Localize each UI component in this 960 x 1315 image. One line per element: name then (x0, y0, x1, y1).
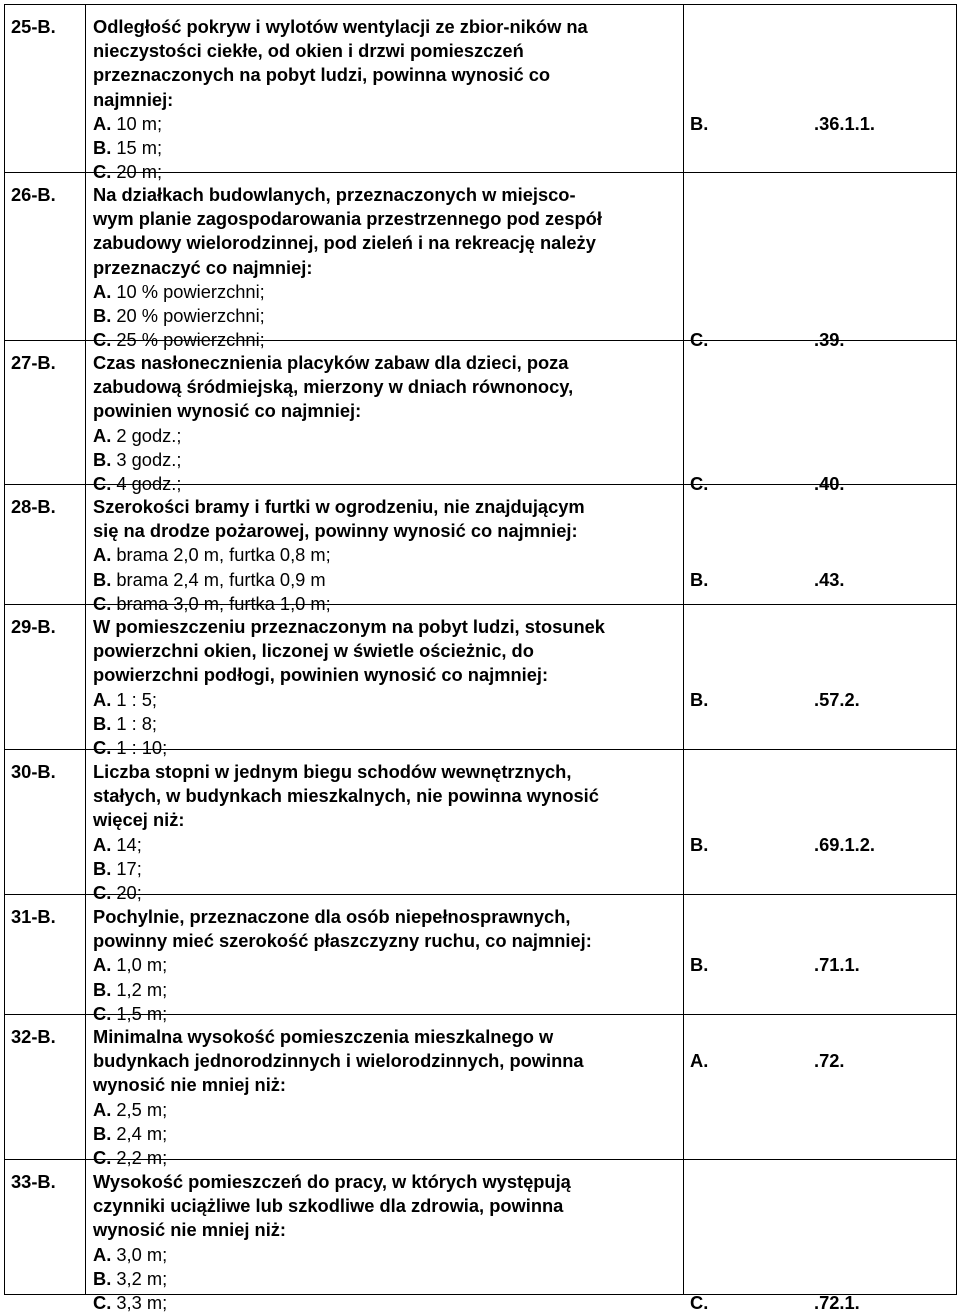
question-text-line: Szerokości bramy i furtki w ogrodzeniu, nie znajdującym (93, 496, 585, 517)
answer-letter: B. (690, 112, 709, 134)
option-text: 1,5 m; (111, 1002, 168, 1024)
option-letter: C. (93, 329, 112, 351)
question-number: 30-B. (11, 761, 56, 782)
question-text-line: wynosić nie mniej niż: (93, 1219, 287, 1241)
question-text-line: więcej niż: (93, 809, 185, 831)
question-text-line: zabudowy wielorodzinnej, pod zieleń i na rekreację należy (93, 232, 596, 254)
question-text-line: wynosić nie mniej niż: (93, 1074, 287, 1096)
question-text-line: Na działkach budowlanych, przeznaczonych w miejsco- (93, 184, 576, 205)
answer-cell (684, 605, 957, 750)
option-letter: B. (93, 857, 112, 879)
correct-answer (690, 1049, 845, 1073)
option-text: 20; (111, 882, 142, 903)
correct-answer (690, 328, 845, 352)
question-number: 29-B. (11, 616, 56, 637)
answer-option (93, 1122, 167, 1146)
question-text-line: wym planie zagospodarowania przestrzennego pod zespół (93, 208, 602, 230)
answer-option (93, 592, 331, 616)
question-text-line: się na drodze pożarowej, powinny wynosić co najmniej: (93, 520, 578, 542)
option-letter: A. (93, 1098, 112, 1120)
question-text-line: powinny mieć szerokość płaszczyzny ruchu, co najmniej: (93, 930, 592, 952)
question-text-line: powierzchni okien, liczonej w świetle ościeżnic, do (93, 640, 534, 662)
answer-option (93, 1243, 167, 1267)
option-text: brama 3,0 m, furtka 1,0 m; (111, 592, 331, 614)
option-text: 1 : 5; (111, 688, 158, 710)
option-letter: B. (93, 568, 112, 590)
answer-cell (684, 173, 957, 341)
answer-option (93, 881, 142, 905)
option-text: 2,2 m; (111, 1147, 168, 1168)
option-letter: A. (93, 544, 112, 566)
answer-option (93, 112, 162, 136)
question-text-line: budynkach jednorodzinnych i wielorodzinnych, powinna (93, 1050, 584, 1072)
correct-answer (690, 472, 845, 496)
option-letter: B. (93, 137, 112, 158)
option-text: 10 m; (111, 112, 163, 134)
option-letter: C. (93, 592, 112, 614)
answer-option (93, 953, 167, 977)
option-text: 17; (111, 857, 142, 879)
question-text-line: powierzchni podłogi, powinien wynosić co najmniej: (93, 664, 549, 686)
option-letter: C. (93, 737, 112, 758)
answer-letter: B. (690, 954, 709, 976)
regulation-reference: .40. (814, 473, 845, 494)
option-text: 2 godz.; (111, 424, 182, 446)
question-number: 27-B. (11, 352, 56, 373)
option-letter: C. (93, 1002, 112, 1024)
option-letter: C. (93, 1147, 112, 1168)
question-text-line: powinien wynosić co najmniej: (93, 400, 362, 422)
option-letter: A. (93, 112, 112, 134)
option-text: 15 m; (111, 137, 163, 158)
option-text: 4 godz.; (111, 473, 182, 494)
option-text: 3 godz.; (111, 448, 182, 470)
option-text: 2,5 m; (111, 1098, 168, 1120)
question-text-line: zabudową śródmiejską, mierzony w dniach równonocy, (93, 376, 574, 398)
regulation-reference: .72.1. (814, 1292, 860, 1313)
correct-answer (690, 112, 875, 136)
correct-answer (690, 1291, 860, 1315)
regulation-reference: .39. (814, 329, 845, 351)
option-text: 20 m; (111, 161, 163, 183)
option-text: 2,4 m; (111, 1122, 168, 1144)
question-number: 32-B. (11, 1026, 56, 1047)
question-text-line: przeznaczyć co najmniej: (93, 256, 313, 278)
answer-letter: C. (690, 473, 709, 494)
option-text: brama 2,4 m, furtka 0,9 m (111, 568, 326, 590)
answer-cell (684, 1015, 957, 1160)
answer-option (93, 160, 162, 184)
answer-cell (684, 750, 957, 895)
option-letter: C. (93, 473, 112, 494)
question-text-line: stałych, w budynkach mieszkalnych, nie powinna wynosić (93, 785, 599, 807)
question-text-line: przeznaczonych na pobyt ludzi, powinna wynosić co (93, 64, 551, 86)
option-letter: A. (93, 280, 112, 302)
regulation-reference: .36.1.1. (814, 112, 875, 134)
question-text-line: Liczba stopni w jednym biegu schodów wewnętrznych, (93, 761, 572, 782)
answer-option (93, 448, 181, 472)
question-text-line: czynniki uciążliwe lub szkodliwe dla zdrowia, powinna (93, 1195, 564, 1217)
answer-letter: B. (690, 568, 709, 590)
regulation-reference: .43. (814, 568, 845, 590)
regulation-reference: .57.2. (814, 688, 860, 710)
option-text: 1 : 8; (111, 712, 158, 734)
answer-option (93, 472, 181, 496)
question-number: 33-B. (11, 1171, 56, 1192)
option-letter: A. (93, 688, 112, 710)
question-text-line: Pochylnie, przeznaczone dla osób niepełnosprawnych, (93, 906, 571, 927)
option-letter: A. (93, 1243, 112, 1265)
option-letter: B. (93, 305, 112, 326)
question-number: 31-B. (11, 906, 56, 927)
answer-option (93, 688, 157, 712)
option-letter: A. (93, 424, 112, 446)
answer-letter: B. (690, 688, 709, 710)
answer-option (93, 1291, 167, 1315)
answer-cell (684, 1160, 957, 1295)
option-text: 3,0 m; (111, 1243, 168, 1265)
option-letter: B. (93, 712, 112, 734)
option-text: 3,3 m; (111, 1292, 168, 1313)
question-number: 25-B. (11, 16, 56, 37)
question-text-line: Czas nasłonecznienia placyków zabaw dla dzieci, poza (93, 352, 569, 373)
option-letter: B. (93, 1267, 112, 1289)
question-text-line: nieczystości ciekłe, od okien i drzwi pomieszczeń (93, 40, 524, 62)
answer-option (93, 1146, 167, 1170)
option-letter: C. (93, 1292, 112, 1313)
option-text: 1 : 10; (111, 737, 168, 758)
option-letter: B. (93, 1122, 112, 1144)
option-letter: C. (93, 882, 112, 903)
answer-option (93, 543, 331, 567)
answer-option (93, 857, 142, 881)
answer-option (93, 1002, 167, 1026)
option-text: 14; (111, 833, 142, 855)
answer-option (93, 280, 265, 304)
option-text: brama 2,0 m, furtka 0,8 m; (111, 544, 331, 566)
option-letter: B. (93, 448, 112, 470)
answer-option (93, 568, 326, 592)
answer-option (93, 304, 265, 328)
regulation-reference: .69.1.2. (814, 833, 875, 855)
option-letter: A. (93, 833, 112, 855)
option-text: 1,0 m; (111, 954, 168, 976)
answer-letter: C. (690, 329, 709, 351)
correct-answer (690, 953, 860, 977)
regulation-reference: .71.1. (814, 954, 860, 976)
answer-letter: C. (690, 1292, 709, 1313)
answer-option (93, 833, 142, 857)
question-text-line: Odległość pokryw i wylotów wentylacji ze zbior-ników na (93, 16, 588, 37)
question-number: 26-B. (11, 184, 56, 205)
option-letter: C. (93, 161, 112, 183)
answer-option (93, 136, 162, 160)
correct-answer (690, 568, 845, 592)
answer-option (93, 1098, 167, 1122)
question-text-line: Wysokość pomieszczeń do pracy, w których występują (93, 1171, 571, 1192)
answer-letter: B. (690, 833, 709, 855)
answer-option (93, 978, 167, 1002)
answer-option (93, 1267, 167, 1291)
option-letter: B. (93, 978, 112, 1000)
option-letter: A. (93, 954, 112, 976)
option-text: 25 % powierzchni; (111, 329, 265, 351)
option-text: 10 % powierzchni; (111, 280, 265, 302)
answer-cell (684, 5, 957, 173)
question-text-line: W pomieszczeniu przeznaczonym na pobyt ludzi, stosunek (93, 616, 605, 637)
correct-answer (690, 833, 875, 857)
option-text: 3,2 m; (111, 1267, 168, 1289)
answer-letter: A. (690, 1050, 709, 1072)
answer-option (93, 424, 181, 448)
regulation-reference: .72. (814, 1050, 845, 1072)
correct-answer (690, 688, 860, 712)
question-text-line: najmniej: (93, 88, 174, 110)
answer-option (93, 712, 157, 736)
answer-option (93, 736, 167, 760)
option-text: 20 % powierzchni; (111, 305, 265, 326)
option-text: 1,2 m; (111, 978, 168, 1000)
question-text-line: Minimalna wysokość pomieszczenia mieszkalnego w (93, 1026, 554, 1047)
answer-option (93, 328, 265, 352)
answer-cell (684, 341, 957, 485)
question-number: 28-B. (11, 496, 56, 517)
